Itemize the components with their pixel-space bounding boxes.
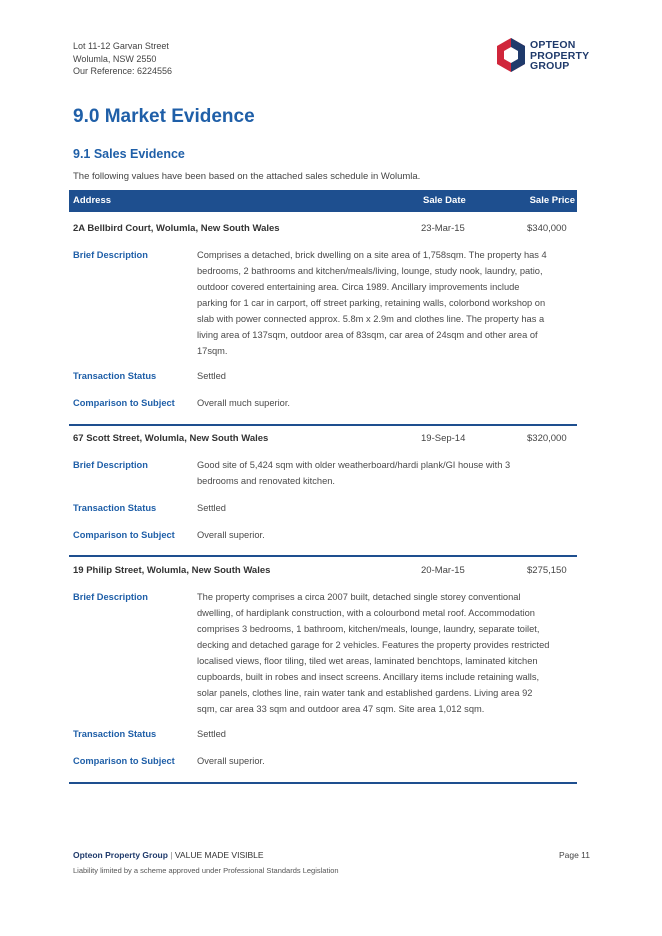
comparison-value: Overall superior. xyxy=(197,756,265,766)
comparison-label: Comparison to Subject xyxy=(73,756,175,766)
property-address-block xyxy=(73,40,172,78)
description-line: dwelling, of hardiplank construction, with a colourbond metal roof. Accommodation xyxy=(197,608,535,618)
section-divider xyxy=(69,782,577,784)
description-line: living area of 137sqm, outdoor area of 83sqm, car area of 24sqm and other area of xyxy=(197,330,538,340)
comparison-label: Comparison to Subject xyxy=(73,398,175,408)
sale-price: $275,150 xyxy=(527,565,567,576)
description-line: Good site of 5,424 sqm with older weatherboard/hardi plank/GI house with 3 xyxy=(197,460,511,470)
description-line: comprises 3 bedrooms, 1 bathroom, kitchen/meals, lounge, laundry, separate toilet, xyxy=(197,624,540,634)
hexagon-logo-icon xyxy=(495,37,527,73)
transaction-status-label: Transaction Status xyxy=(73,503,157,513)
logo-line-1: OPTEON xyxy=(530,39,576,51)
sale-price: $340,000 xyxy=(527,223,567,234)
transaction-status: Settled xyxy=(197,503,226,513)
footer-brand-line xyxy=(73,850,264,860)
logo-wordmark xyxy=(530,40,589,72)
sale-price: $320,000 xyxy=(527,433,567,444)
description-line: parking for 1 car in carport, off street parking, retaining walls, colorbond workshop on xyxy=(197,298,546,308)
intro-text: The following values have been based on the attached sales schedule in Wolumla. xyxy=(73,171,421,182)
section-divider xyxy=(69,555,577,557)
description-line: localised views, floor tiling, tiled wet areas, laminated benchtops, laminated kitchen xyxy=(197,656,538,666)
sale-address: 19 Philip Street, Wolumla, New South Wales xyxy=(73,565,271,576)
transaction-status-label: Transaction Status xyxy=(73,371,157,381)
logo-line-3: GROUP xyxy=(530,60,570,72)
reference-line: Our Reference: 6224556 xyxy=(73,66,173,76)
transaction-status: Settled xyxy=(197,729,226,739)
brief-description xyxy=(197,247,577,359)
description-line: 17sqm. xyxy=(197,346,228,356)
description-line: decking and detached garage for 2 vehicles. Features the property provides restricted xyxy=(197,640,550,650)
brief-description-label: Brief Description xyxy=(73,460,148,470)
subsection-title: 9.1 Sales Evidence xyxy=(73,147,185,161)
description-line: bedrooms and renovated kitchen. xyxy=(197,476,335,486)
section-divider xyxy=(69,424,577,426)
page-number: Page 11 xyxy=(558,850,590,860)
description-line: sqm, car area 33 sqm and outdoor area 47 sqm. Site area 1,012 sqm. xyxy=(197,704,485,714)
comparison-value: Overall much superior. xyxy=(197,398,291,408)
comparison-value: Overall superior. xyxy=(197,530,265,540)
description-line: The property comprises a circa 2007 built, detached single storey conventional xyxy=(197,592,521,602)
description-line: outdoor covered entertaining area. Circa 1989. Ancillary improvements include xyxy=(197,282,520,292)
footer-separator: | xyxy=(170,850,173,860)
sale-date: 20-Mar-15 xyxy=(421,565,465,576)
description-line: Comprises a detached, brick dwelling on a site area of 1,758sqm. The property has 4 xyxy=(197,250,547,260)
transaction-status: Settled xyxy=(197,371,226,381)
opteon-logo xyxy=(495,37,595,77)
header-sale-price: Sale Price xyxy=(529,195,575,206)
brief-description xyxy=(197,457,577,489)
table-header xyxy=(69,190,577,212)
comparison-label: Comparison to Subject xyxy=(73,530,175,540)
header-sale-date: Sale Date xyxy=(423,195,466,206)
description-line: cupboards, built in robes and insect screens. Ancillary items include retaining walls, xyxy=(197,672,540,682)
footer-liability: Liability limited by a scheme approved under Professional Standards Legislation xyxy=(73,866,339,875)
footer-company: Opteon Property Group xyxy=(73,850,168,860)
sale-address: 2A Bellbird Court, Wolumla, New South Wales xyxy=(73,223,280,234)
footer-tagline: VALUE MADE VISIBLE xyxy=(174,850,264,860)
description-line: slab with power connected approx. 5.8m x 2.9m and clothes line. The property has a xyxy=(197,314,545,324)
brief-description-label: Brief Description xyxy=(73,250,148,260)
brief-description xyxy=(197,589,577,717)
sale-address: 67 Scott Street, Wolumla, New South Wales xyxy=(73,433,269,444)
sale-date: 23-Mar-15 xyxy=(421,223,465,234)
address-line-2: Wolumla, NSW 2550 xyxy=(73,53,157,64)
brief-description-label: Brief Description xyxy=(73,592,148,602)
description-line: solar panels, clothes line, rain water tank and established gardens. Living area 92 xyxy=(197,688,533,698)
sale-date: 19-Sep-14 xyxy=(421,433,466,444)
section-title: 9.0 Market Evidence xyxy=(73,106,255,127)
logo-line-2: PROPERTY xyxy=(530,49,590,62)
transaction-status-label: Transaction Status xyxy=(73,729,157,739)
address-line-1: Lot 11-12 Garvan Street xyxy=(73,41,169,51)
header-address: Address xyxy=(73,195,112,206)
description-line: bedrooms, 2 bathrooms and kitchen/meals/living, lounge, study nook, laundry, patio, xyxy=(197,266,543,276)
